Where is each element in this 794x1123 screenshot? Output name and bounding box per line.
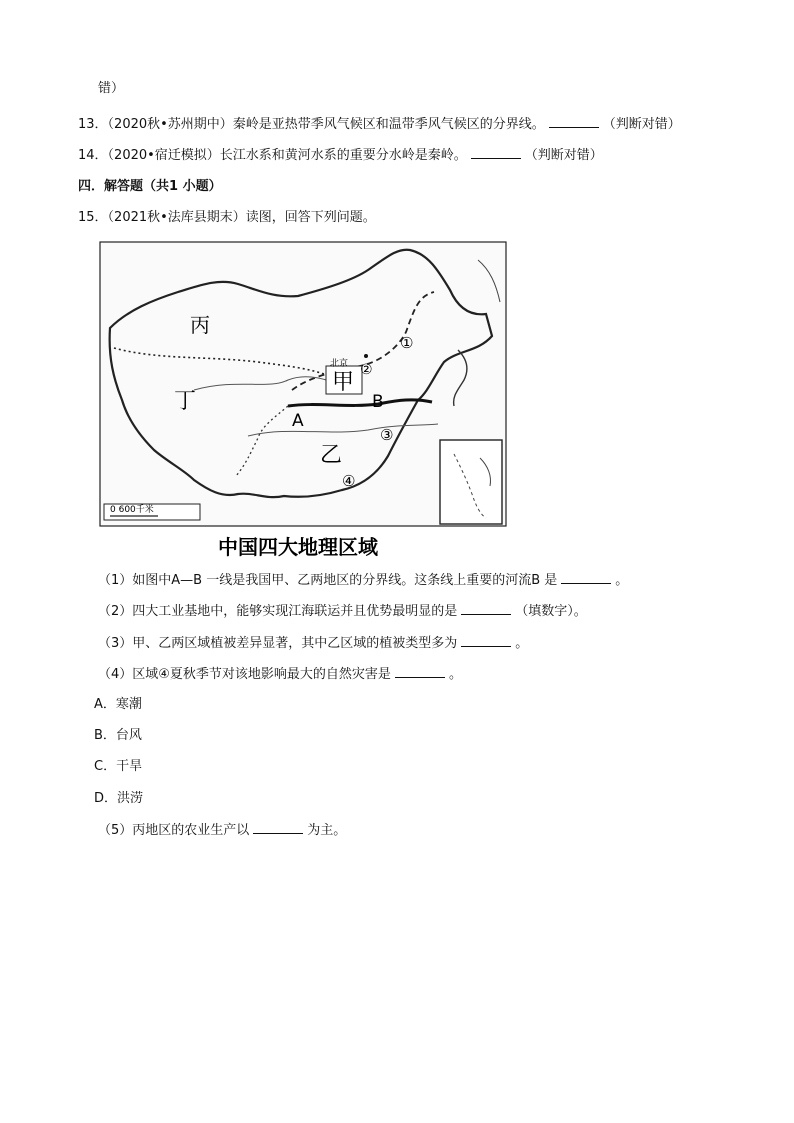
subquestion-1: （1）如图中A—B 一线是我国甲、乙两地区的分界线。这条线上重要的河流B 是 。 [98, 573, 629, 588]
beijing-dot [364, 354, 368, 358]
question-14-text: 14．（2020•宿迁模拟）长江水系和黄河水系的重要分水岭是秦岭。 [78, 148, 467, 163]
subquestion-5-blank[interactable] [253, 821, 303, 834]
question-14 [78, 146, 603, 165]
question-14-hint: （判断对错） [524, 148, 603, 163]
subquestion-1-blank[interactable] [561, 571, 611, 584]
label-b: B [372, 392, 384, 412]
section-heading: 四．解答题（共1 小题） [78, 179, 222, 194]
label-beijing: 北京 [330, 359, 349, 369]
question-13-hint: （判断对错） [602, 117, 681, 132]
question-13-text: 13．（2020秋•苏州期中）秦岭是亚热带季风气候区和温带季风气候区的分界线。 [78, 117, 545, 132]
map-caption: 中国四大地理区域 [218, 535, 378, 559]
label-circle-1: ① [400, 334, 414, 352]
question-13-blank[interactable] [549, 115, 599, 128]
label-circle-4: ④ [342, 472, 356, 490]
subquestion-5: （5）丙地区的农业生产以 为主。 [98, 823, 347, 838]
question-13 [78, 115, 681, 134]
option-a[interactable]: A．寒潮 [94, 697, 142, 712]
subquestion-3-blank[interactable] [461, 634, 511, 647]
subquestion-2: （2）四大工业基地中，能够实现江海联运并且优势最明显的是 （填数字）。 [98, 604, 587, 619]
subquestion-3: （3）甲、乙两区域植被差异显著，其中乙区域的植被类型多为 。 [98, 636, 529, 651]
subquestion-4-blank[interactable] [395, 665, 445, 678]
option-b[interactable]: B．台风 [94, 728, 142, 743]
subquestion-4: （4）区域④夏秋季节对该地影响最大的自然灾害是 。 [98, 667, 462, 682]
subquestion-2-blank[interactable] [461, 602, 511, 615]
label-circle-2: ② [360, 362, 373, 378]
map-figure [98, 240, 508, 562]
option-d[interactable]: D．洪涝 [94, 791, 144, 806]
label-circle-3: ③ [380, 426, 394, 444]
china-regions-map [98, 240, 508, 562]
region-jia: 甲 [332, 370, 355, 395]
option-c[interactable]: C．干旱 [94, 759, 143, 774]
region-bing: 丙 [190, 313, 210, 337]
prev-answer-tail: 错） [98, 81, 125, 96]
region-yi: 乙 [320, 443, 343, 468]
question-15: 15．（2021秋•法库县期末）读图，回答下列问题。 [78, 210, 376, 225]
scale-label: 0 600千米 [110, 505, 154, 515]
question-14-blank[interactable] [471, 146, 521, 159]
label-a: A [292, 411, 304, 431]
south-sea-inset [440, 440, 502, 524]
region-ding: 丁 [174, 389, 197, 414]
